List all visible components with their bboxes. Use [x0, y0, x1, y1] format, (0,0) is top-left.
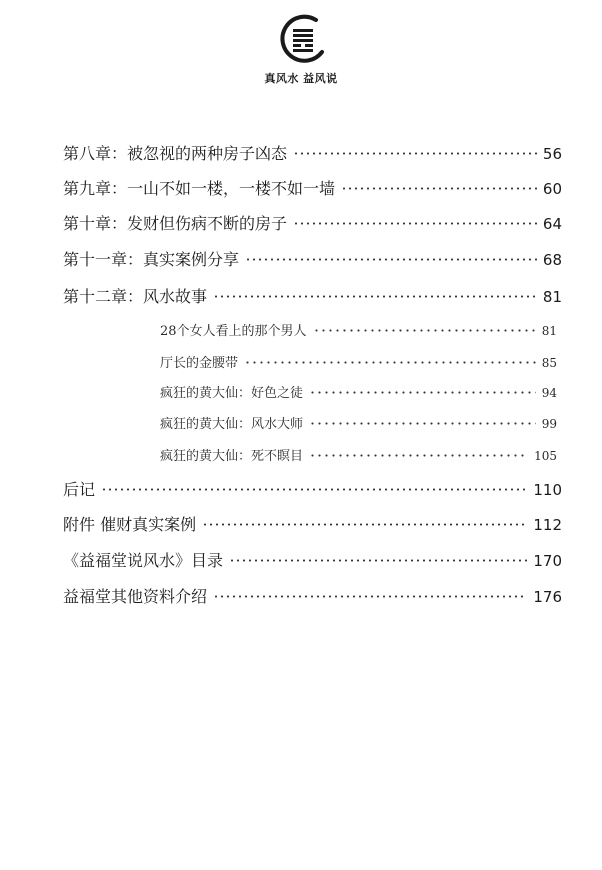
toc-subentry-page: 85: [541, 356, 557, 370]
toc-entry-title: 《益福堂说风水》目录: [63, 551, 224, 570]
toc-subentry-title: 疯狂的黄大仙：好色之徒: [160, 386, 304, 401]
toc-subentry[interactable]: [160, 413, 557, 432]
toc-entry[interactable]: [63, 211, 562, 234]
toc-entry-title: 第十一章：真实案例分享: [63, 250, 240, 269]
toc-subentry-page: 105: [534, 449, 557, 463]
toc-entry-title: 益福堂其他资料介绍: [63, 587, 208, 606]
toc-entry-page: 81: [542, 288, 562, 306]
dot-leader: [213, 295, 537, 298]
trigram-logo-icon: [276, 12, 330, 66]
toc-entry-title: 第九章：一山不如一楼，一楼不如一墙: [63, 179, 336, 198]
toc-subentry-page: 81: [541, 324, 557, 338]
toc-entry[interactable]: [63, 477, 562, 500]
dot-leader: [202, 523, 527, 526]
toc-entry-page: 112: [533, 516, 562, 534]
toc-subentry-page: 94: [541, 386, 557, 400]
dot-leader: [293, 222, 537, 225]
dot-leader: [309, 454, 528, 457]
toc-entry-page: 176: [533, 588, 562, 606]
toc-entry[interactable]: [63, 247, 562, 270]
toc-entry-page: 170: [533, 552, 562, 570]
header-motto: 真风水 益风说: [264, 72, 338, 85]
toc-entry-title: 第十二章：风水故事: [63, 287, 208, 306]
toc-entry-page: 64: [542, 215, 562, 233]
toc-entry-page: 56: [542, 145, 562, 163]
toc-subentry[interactable]: [160, 382, 557, 401]
dot-leader: [293, 152, 537, 155]
dot-leader: [244, 361, 536, 364]
toc-entry-title: 第十章：发财但伤病不断的房子: [63, 214, 288, 233]
toc-entry[interactable]: [63, 512, 562, 535]
dot-leader: [309, 422, 536, 425]
toc-entry[interactable]: [63, 584, 562, 607]
toc-entry-page: 60: [542, 180, 562, 198]
toc-entry-title: 后记: [63, 480, 96, 499]
toc-entry[interactable]: [63, 284, 562, 307]
toc-entry[interactable]: [63, 548, 562, 571]
dot-leader: [101, 488, 527, 491]
toc-subentry-title: 疯狂的黄大仙：死不瞑目: [160, 449, 304, 464]
toc-entry-title: 第八章：被忽视的两种房子凶态: [63, 144, 288, 163]
toc-entry[interactable]: [63, 176, 562, 199]
toc-subentry-title: 厅长的金腰带: [160, 356, 239, 371]
toc-subentry-page: 99: [541, 417, 557, 431]
toc-subentry[interactable]: [160, 445, 557, 464]
dot-leader: [213, 595, 527, 598]
dot-leader: [309, 391, 536, 394]
toc-entry-page: 68: [542, 251, 562, 269]
dot-leader: [245, 258, 537, 261]
toc-subentry-title: 疯狂的黄大仙：风水大师: [160, 417, 304, 432]
toc-subentry[interactable]: [160, 320, 557, 339]
toc-subentry[interactable]: [160, 352, 557, 371]
toc-subentry-title: 28个女人看上的那个男人: [160, 324, 307, 339]
toc-entry-title: 附件 催财真实案例: [63, 515, 197, 534]
dot-leader: [341, 187, 537, 190]
dot-leader: [313, 329, 536, 332]
logo: [276, 12, 330, 66]
dot-leader: [229, 559, 527, 562]
toc-entry-page: 110: [533, 481, 562, 499]
toc-entry[interactable]: [63, 141, 562, 164]
